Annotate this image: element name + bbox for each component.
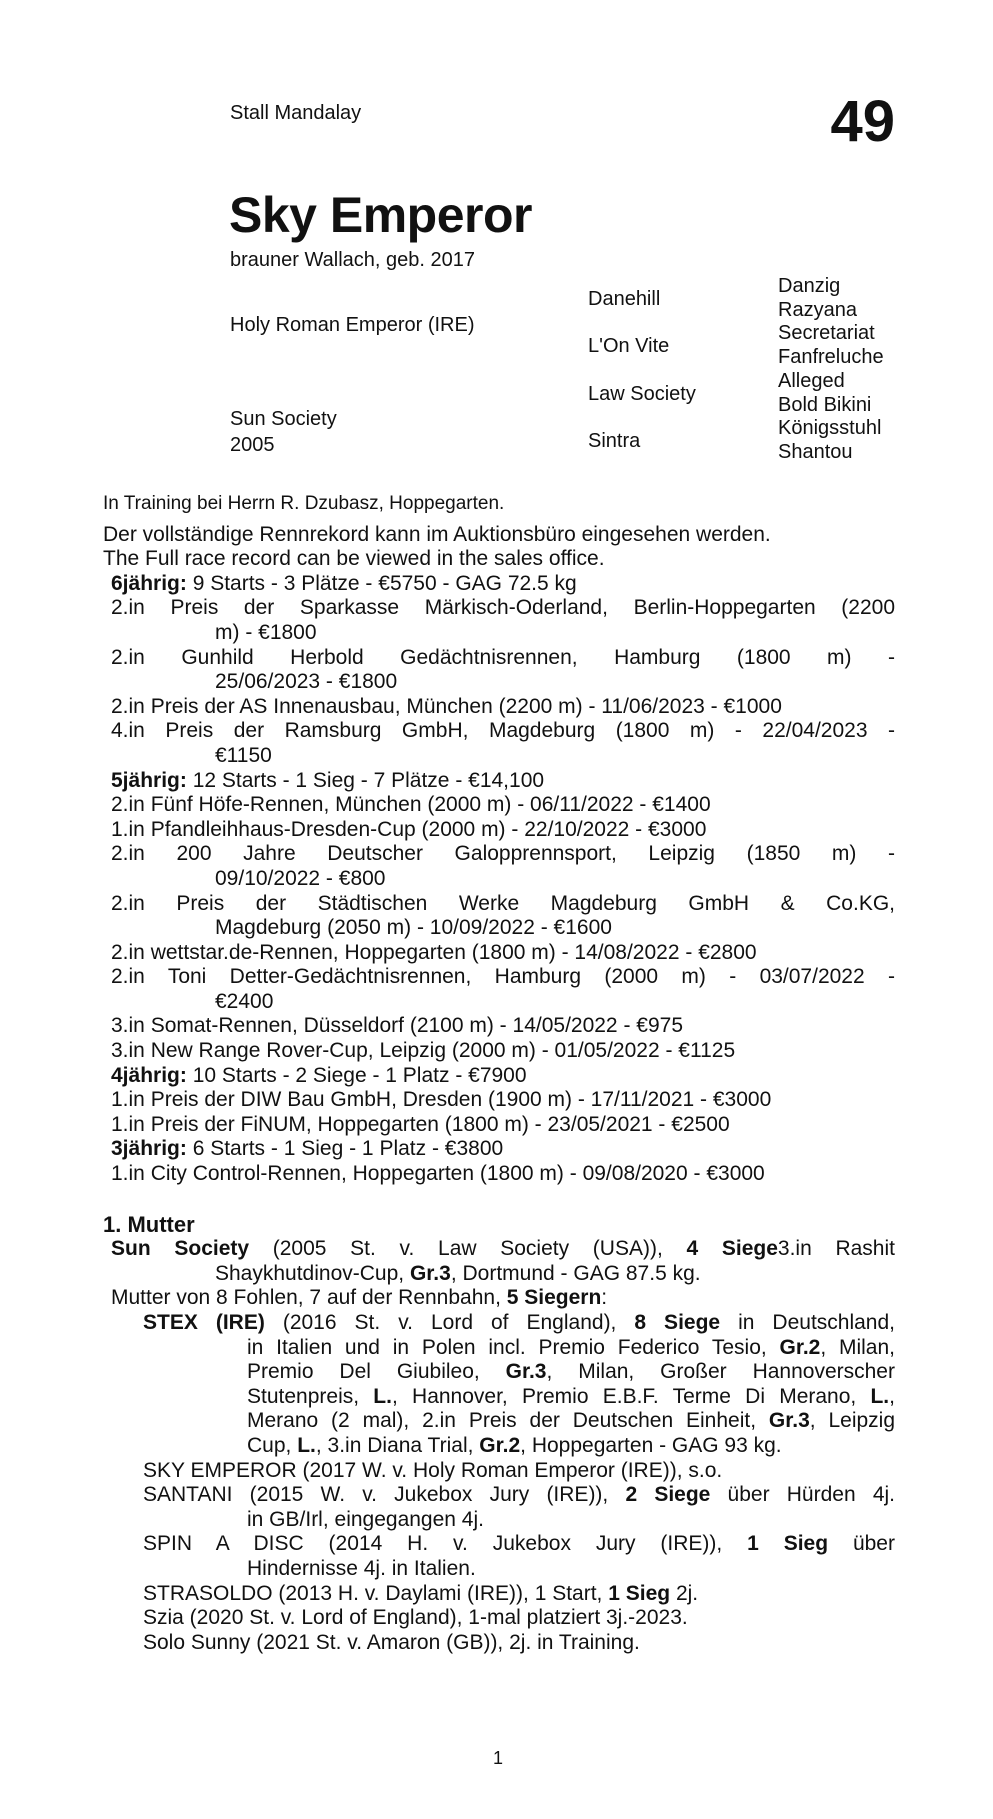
grade-label: Gr.2 (479, 1433, 521, 1457)
produce-text: STRASOLDO (2013 H. v. Daylami (IRE)), 1 Start, (143, 1581, 609, 1605)
age-stats: 12 Starts - 1 Sieg - 7 Plätze - €14,100 (186, 768, 545, 792)
pedigree-gen3: Razyana (778, 299, 857, 321)
produce-text: in GB/Irl, eingegangen 4j. (247, 1507, 484, 1531)
grade-label: Gr.2 (779, 1335, 821, 1359)
grade-label: L. (870, 1384, 890, 1408)
dam-info: (2005 St. v. Law Society (USA)), (249, 1237, 687, 1261)
horse-description: brauner Wallach, geb. 2017 (230, 249, 475, 271)
age-summary (103, 1137, 895, 1162)
produce-wins: 1 Sieg (747, 1532, 829, 1556)
age-label: 4jährig: (111, 1063, 187, 1087)
pedigree-sire-sire: Danehill (588, 288, 661, 310)
dam-race-cont: , Dortmund - GAG 87.5 kg. (450, 1261, 701, 1285)
pedigree-gen3: Alleged (778, 370, 845, 392)
pedigree-dam-sire: Law Society (588, 383, 696, 405)
dam-entry (103, 1237, 895, 1286)
produce-text: über Hürden 4j. (710, 1483, 896, 1507)
produce-text: , Leipzig (809, 1409, 896, 1433)
grade-label: L. (297, 1433, 316, 1457)
race-result (103, 1014, 895, 1039)
produce-winners: 5 Siegern (506, 1286, 602, 1310)
pedigree-gen3: Fanfreluche (778, 346, 884, 368)
produce-solo-sunny: Solo Sunny (2021 St. v. Amaron (GB)), 2j. in Training. (143, 1630, 640, 1654)
race-result-text: 2.in Toni Detter-Gedächtnisrennen, Hamburg (2000 m) - 03/07/2022 - (111, 965, 895, 989)
record-note-de: Der vollständige Rennrekord kann im Auktionsbüro eingesehen werden. (103, 522, 771, 546)
race-result-text: 3.in New Range Rover-Cup, Leipzig (2000 m) - 01/05/2022 - €1125 (111, 1039, 736, 1063)
grade-label: Gr.3 (505, 1360, 547, 1384)
race-result-text: 2.in 200 Jahre Deutscher Galopprennsport, Leipzig (1850 m) - (111, 842, 895, 866)
produce-text: , 3.in Diana Trial, (315, 1433, 480, 1457)
race-result-cont: 09/10/2022 - €800 (215, 866, 386, 890)
dam-race-cont: Shaykhutdinov-Cup, (215, 1261, 410, 1285)
race-result-text: 3.in Somat-Rennen, Düsseldorf (2100 m) - 14/05/2022 - €975 (111, 1014, 683, 1038)
race-result (103, 1162, 895, 1187)
produce-text: (2016 St. v. Lord of England), (264, 1311, 635, 1334)
race-result-text: 1.in City Control-Rennen, Hoppegarten (1800 m) - 09/08/2020 - €3000 (111, 1162, 765, 1186)
pedigree-dam-year: 2005 (230, 434, 275, 456)
race-record (103, 572, 895, 1187)
produce-spin-a-disc (103, 1532, 895, 1581)
produce-text: 2j. (670, 1581, 699, 1605)
produce-szia: Szia (2020 St. v. Lord of England), 1-mal platziert 3j.-2023. (143, 1606, 688, 1630)
produce-wins: 1 Sieg (608, 1581, 671, 1605)
produce-text: Hindernisse 4j. in Italien. (247, 1556, 476, 1580)
dam-wins: 4 Siege (686, 1237, 778, 1261)
produce-text: Premio Del Giubileo, (247, 1360, 506, 1384)
race-result-cont: €1150 (215, 743, 272, 767)
age-label: 6jährig: (111, 571, 187, 595)
race-result-cont: m) - €1800 (215, 620, 317, 644)
pedigree-dam-dam: Sintra (588, 430, 641, 452)
race-result (103, 719, 895, 768)
produce-santani (103, 1483, 895, 1532)
produce-wins: 2 Siege (625, 1483, 711, 1507)
race-result-text: 2.in Preis der Sparkasse Märkisch-Oderland, Berlin-Hoppegarten (2200 (111, 596, 895, 620)
race-result-text: 4.in Preis der Ramsburg GmbH, Magdeburg (1800 m) - 22/04/2023 - (111, 719, 895, 743)
pedigree-dam: Sun Society (230, 408, 337, 430)
pedigree-gen3: Secretariat (778, 322, 875, 344)
pedigree-gen3: Shantou (778, 441, 853, 463)
dam-race: 3.in Rashit (777, 1237, 895, 1261)
pedigree-sire-dam: L'On Vite (588, 335, 670, 357)
pedigree-gen3: Bold Bikini (778, 394, 872, 416)
produce-colon: : (601, 1286, 608, 1310)
race-result-text: 2.in Preis der Städtischen Werke Magdeburg GmbH & Co.KG, (111, 891, 895, 915)
age-stats: 6 Starts - 1 Sieg - 1 Platz - €3800 (186, 1137, 504, 1161)
race-result (103, 892, 895, 941)
race-result (103, 1039, 895, 1064)
race-result (103, 1113, 895, 1138)
grade-label: L. (373, 1384, 392, 1408)
race-result (103, 646, 895, 695)
race-result (103, 596, 895, 645)
age-label: 5jährig: (111, 768, 187, 792)
race-result-cont: 25/06/2023 - €1800 (215, 670, 398, 694)
dam-heading: 1. Mutter (103, 1211, 195, 1237)
produce-text: über (828, 1532, 895, 1556)
race-result-text: 1.in Pfandleihhaus-Dresden-Cup (2000 m) - 22/10/2022 - €3000 (111, 817, 707, 841)
race-result (103, 965, 895, 1014)
produce-text: Merano (2 mal), 2.in Preis der Deutschen Einheit, (247, 1409, 769, 1433)
produce-text: Stutenpreis, (247, 1384, 374, 1408)
produce-text: Cup, (247, 1433, 298, 1457)
pedigree-sire: Holy Roman Emperor (IRE) (230, 314, 475, 336)
produce-text: , Hoppegarten - GAG 93 kg. (520, 1433, 782, 1457)
age-summary (103, 769, 895, 794)
produce-text: in Italien und in Polen incl. Premio Federico Tesio, (247, 1335, 780, 1359)
produce-name: STEX (IRE) (143, 1311, 265, 1334)
pedigree-gen3: Danzig (778, 275, 841, 297)
produce-text: Mutter von 8 Fohlen, 7 auf der Rennbahn, (111, 1286, 507, 1310)
race-result (103, 818, 895, 843)
produce-text: in Deutschland, (720, 1311, 895, 1334)
training-info: In Training bei Herrn R. Dzubasz, Hoppegarten. (103, 493, 505, 514)
produce-text: , Milan, (820, 1335, 896, 1359)
race-result (103, 793, 895, 818)
race-result-text: 1.in Preis der DIW Bau GmbH, Dresden (1900 m) - 17/11/2021 - €3000 (111, 1088, 772, 1112)
race-result-text: 2.in Fünf Höfe-Rennen, München (2000 m) - 06/11/2022 - €1400 (111, 793, 711, 817)
age-summary (103, 1064, 895, 1089)
produce-text: , Milan, Großer Hannoverscher (546, 1360, 895, 1384)
grade-label: Gr.3 (409, 1261, 451, 1285)
produce-wins: 8 Siege (634, 1311, 721, 1334)
race-result (103, 1088, 895, 1113)
produce-text: , (889, 1384, 895, 1408)
age-stats: 10 Starts - 2 Siege - 1 Platz - €7900 (186, 1063, 527, 1087)
race-result-text: 2.in Preis der AS Innenausbau, München (2200 m) - 11/06/2023 - €1000 (111, 694, 782, 718)
record-note-en: The Full race record can be viewed in the sales office. (103, 547, 605, 571)
document-body (103, 492, 895, 1655)
produce-intro (103, 1286, 895, 1311)
produce-sky-emperor: SKY EMPEROR (2017 W. v. Holy Roman Emperor (IRE)), s.o. (143, 1458, 723, 1482)
race-result (103, 842, 895, 891)
lot-number: 49 (830, 89, 895, 154)
race-result-cont: €2400 (215, 989, 274, 1013)
race-result-text: 2.in Gunhild Herbold Gedächtnisrennen, Hamburg (1800 m) - (111, 645, 895, 669)
race-result (103, 695, 895, 720)
produce-stex (103, 1311, 895, 1459)
race-result-text: 1.in Preis der FiNUM, Hoppegarten (1800 m) - 23/05/2021 - €2500 (111, 1112, 730, 1136)
age-label: 3jährig: (111, 1137, 187, 1161)
page-number: 1 (493, 1748, 504, 1768)
produce-text: SPIN A DISC (2014 H. v. Jukebox Jury (IRE)), (143, 1532, 748, 1556)
age-stats: 9 Starts - 3 Plätze - €5750 - GAG 72.5 kg (186, 571, 577, 595)
age-summary (103, 572, 895, 597)
produce-text: SANTANI (2015 W. v. Jukebox Jury (IRE)), (143, 1483, 626, 1507)
grade-label: Gr.3 (768, 1409, 810, 1433)
produce-strasoldo (103, 1582, 895, 1607)
horse-name: Sky Emperor (229, 187, 532, 243)
owner-name: Stall Mandalay (230, 102, 362, 124)
race-result-text: 2.in wettstar.de-Rennen, Hoppegarten (1800 m) - 14/08/2022 - €2800 (111, 940, 757, 964)
race-result-cont: Magdeburg (2050 m) - 10/09/2022 - €1600 (215, 916, 612, 940)
pedigree-gen3: Königsstuhl (778, 417, 882, 439)
produce-text: , Hannover, Premio E.B.F. Terme Di Merano, (391, 1384, 871, 1408)
race-result (103, 941, 895, 966)
dam-name: Sun Society (111, 1237, 250, 1261)
